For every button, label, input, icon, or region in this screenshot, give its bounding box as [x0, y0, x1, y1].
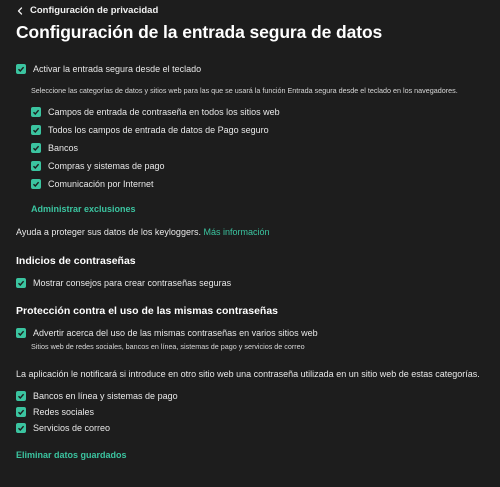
- keyloggers-info: [16, 227, 270, 237]
- enable-secure-keyboard-checkbox[interactable]: [16, 64, 201, 74]
- delete-saved-data-link[interactable]: Eliminar datos guardados: [16, 450, 127, 460]
- password-reuse-heading: Protección contra el uso de las mismas contraseñas: [16, 305, 279, 317]
- option-label: Compras y sistemas de pago: [48, 161, 165, 171]
- show-password-tips-label: Mostrar consejos para crear contraseñas seguras: [33, 278, 232, 288]
- show-password-tips-checkbox[interactable]: [16, 278, 231, 288]
- checkmark-icon[interactable]: [16, 407, 26, 417]
- checkmark-icon[interactable]: [31, 107, 41, 117]
- checkmark-icon[interactable]: [31, 143, 41, 153]
- checkmark-icon[interactable]: [16, 328, 26, 338]
- option-label: Todos los campos de entrada de datos de Pago seguro: [48, 125, 269, 135]
- category-online-banking[interactable]: [16, 391, 178, 401]
- option-safe-money-fields[interactable]: [31, 125, 269, 135]
- option-label: Campos de entrada de contraseña en todos los sitios web: [48, 107, 280, 117]
- category-label: Redes sociales: [33, 407, 95, 417]
- warn-reuse-subtext: Sitios web de redes sociales, bancos en línea, sistemas de pago y servicios de correo: [31, 342, 305, 351]
- option-label: Comunicación por Internet: [48, 179, 154, 189]
- page-title: Configuración de la entrada segura de datos: [16, 22, 383, 42]
- warn-reuse-label: Advertir acerca del uso de las mismas contraseñas en varios sitios web: [33, 328, 318, 338]
- back-button[interactable]: [16, 5, 158, 16]
- category-label: Servicios de correo: [33, 423, 111, 433]
- checkmark-icon[interactable]: [16, 423, 26, 433]
- warn-reuse-checkbox[interactable]: [16, 328, 318, 338]
- keyboard-description: Seleccione las categorías de datos y sitios web para las que se usará la función Entrada segura desde el teclado en los navegadores.: [31, 86, 458, 95]
- enable-secure-keyboard-label: Activar la entrada segura desde el teclado: [33, 64, 202, 74]
- option-shopping-payments[interactable]: [31, 161, 165, 171]
- more-info-link[interactable]: Más información: [203, 227, 270, 237]
- chevron-left-icon: [16, 7, 24, 15]
- checkmark-icon[interactable]: [31, 179, 41, 189]
- reuse-notice: La aplicación le notificará si introduce en otro sitio web una contraseña utilizada en un sitio web de estas categorías.: [16, 369, 480, 379]
- checkmark-icon[interactable]: [16, 64, 26, 74]
- category-social-networks[interactable]: [16, 407, 94, 417]
- checkmark-icon[interactable]: [31, 125, 41, 135]
- checkmark-icon[interactable]: [16, 391, 26, 401]
- option-password-fields[interactable]: [31, 107, 280, 117]
- checkmark-icon[interactable]: [31, 161, 41, 171]
- back-label: Configuración de privacidad: [30, 5, 159, 16]
- keyloggers-text: Ayuda a proteger sus datos de los keyloggers.: [16, 227, 201, 237]
- checkmark-icon[interactable]: [16, 278, 26, 288]
- option-internet-communication[interactable]: [31, 179, 154, 189]
- category-label: Bancos en línea y sistemas de pago: [33, 391, 178, 401]
- password-hints-heading: Indicios de contraseñas: [16, 255, 136, 267]
- category-mail-services[interactable]: [16, 423, 110, 433]
- manage-exclusions-link[interactable]: Administrar exclusiones: [31, 204, 136, 214]
- option-label: Bancos: [48, 143, 79, 153]
- option-banks[interactable]: [31, 143, 78, 153]
